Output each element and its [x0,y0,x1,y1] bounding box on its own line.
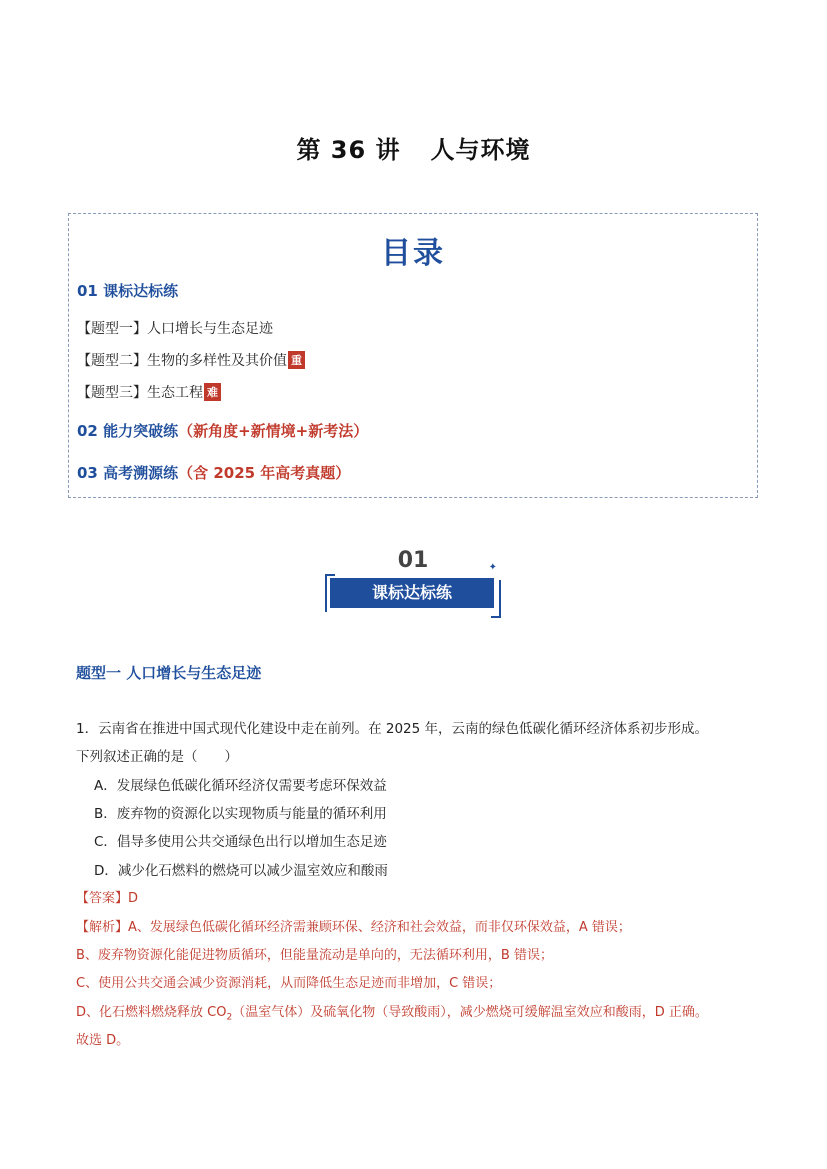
question-stem-line-2: 下列叙述正确的是（ ） [76,749,238,765]
analysis-line-3: C、使用公共交通会减少资源消耗，从而降低生态足迹而非增加，C 错误； [76,976,502,991]
toc-section-3-title: 03 高考溯源练 [77,464,179,482]
analysis-d-text: D、化石燃料燃烧释放 CO [76,1005,227,1020]
lesson-topic: 人与环境 [430,136,531,164]
difficulty-badge: 难 [204,383,221,401]
toc-item-label: 【题型二】生物的多样性及其价值 [77,353,287,369]
toc-item-type-1[interactable] [77,318,273,338]
toc-heading: 目录 [381,236,445,271]
section-badge [325,548,501,616]
toc-section-3-note: （含 2025 年高考真题） [178,464,351,482]
question-stem-line-1: 1．云南省在推进中国式现代化建设中走在前列。在 2025 年，云南的绿色低碳化循环经济体系初步形成。 [76,721,709,737]
lesson-number: 第 36 讲 [296,136,401,164]
option-a: A．发展绿色低碳化循环经济仅需要考虑环保效益 [94,778,387,794]
analysis-line-4 [76,1001,708,1023]
badge-label: 课标达标练 [330,578,494,608]
toc-section-3[interactable] [77,462,350,483]
analysis-line-2: B、废弃物资源化能促进物质循环，但能量流动是单向的，无法循环利用，B 错误； [76,948,553,963]
lesson-title [0,130,827,165]
option-c: C．倡导多使用公共交通绿色出行以增加生态足迹 [94,834,387,850]
table-of-contents [68,213,758,498]
conclusion: 故选 D。 [76,1033,130,1048]
key-point-badge: 重 [288,351,305,369]
badge-number: 01 [397,548,429,573]
section-heading: 题型一 人口增长与生态足迹 [76,664,262,682]
toc-item-label: 【题型三】生态工程 [77,385,203,401]
sparkle-icon: ✦ [488,562,497,573]
option-d: D．减少化石燃料的燃烧可以减少温室效应和酸雨 [94,863,388,879]
co2-subscript: 2 [226,1012,233,1023]
analysis-d-text-rest: （温室气体）及硫氧化物（导致酸雨），减少燃烧可缓解温室效应和酸雨，D 正确。 [232,1005,708,1020]
option-b: B．废弃物的资源化以实现物质与能量的循环利用 [94,806,387,822]
toc-item-type-3[interactable] [77,382,221,402]
toc-section-1[interactable]: 01 课标达标练 [77,282,179,300]
toc-section-2[interactable] [77,420,368,441]
answer: 【答案】D [76,891,139,906]
toc-item-label: 【题型一】人口增长与生态足迹 [77,321,273,337]
toc-item-type-2[interactable] [77,350,305,370]
toc-section-2-note: （新角度+新情境+新考法） [178,422,369,440]
analysis-line-1: 【解析】A、发展绿色低碳化循环经济需兼顾环保、经济和社会效益，而非仅环保效益，A 错误； [76,920,631,935]
toc-section-2-title: 02 能力突破练 [77,422,179,440]
